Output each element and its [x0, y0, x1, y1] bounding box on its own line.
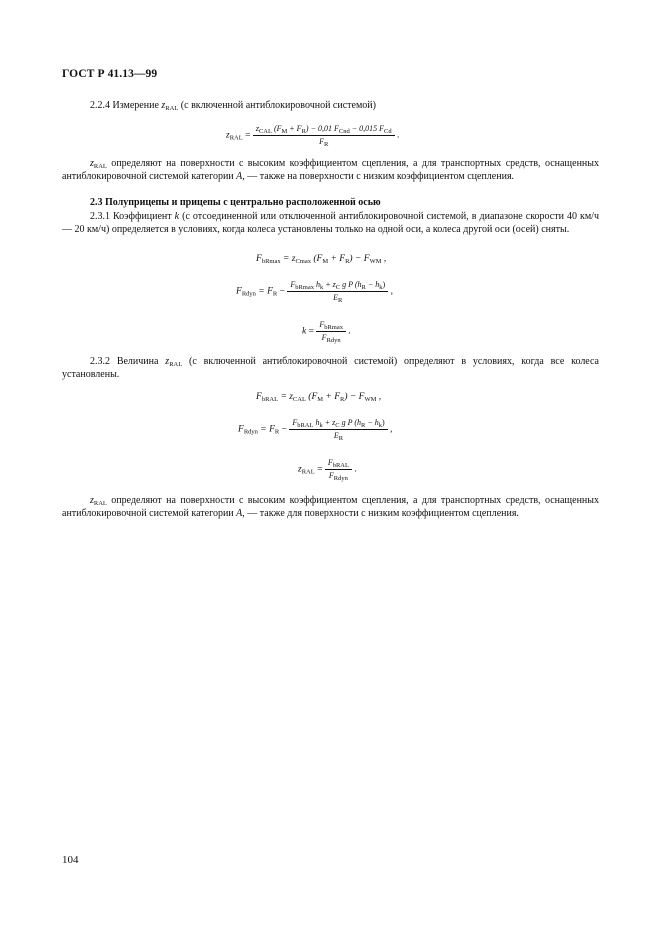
equation-z-ral-measurement: $z_{RAL}$ = $\frac{z_{CAL} (F_M + F_R) - 0,01 F_{Cnd} - 0,015 F_{Cd}}{F_R}$ .: [226, 124, 400, 148]
equation-z-ral-ratio: $z_{RAL}$ = $\frac{F_{bRAL}}{F_{Rdyn}}$ .: [298, 458, 357, 482]
equation-k: k = $\frac{F_{bRmax}}{F_{Rdyn}}$ .: [302, 320, 351, 344]
section-2-3-2: 2.3.2 Величина $z_{RAL}$ (с включенной антиблокировочной системой) определяют в условиях, когда все колеса установлены.: [62, 356, 599, 381]
page-number: 104: [62, 854, 79, 866]
equation-fb-rmax: $F_{bRmax} = z_{Cmax}$ $(F_M + F_R) - F_{WM}$ ,: [256, 254, 387, 265]
document-header: ГОСТ Р 41.13—99: [62, 68, 158, 80]
equation-fb-ral: $F_{bRAL} = z_{CAL}$ $(F_M + F_R) - F_{WM}$ ,: [256, 392, 382, 403]
section-2-3-1: 2.3.1 Коэффициент k (с отсоединенной или отключенной антиблокировочной системой, в диапазоне скорости 40 км/ч — 20 км/ч) определяется в условиях, когда колеса установлены только на одной оси, а колеса другой оси (осей) сняты.: [62, 211, 599, 236]
paragraph-z-ral-surface-2: $z_{RAL}$ определяют на поверхности с высоким коэффициентом сцепления, а для транспортных средств, оснащенных антиблокировочной системой категории A, — также для поверхности с низким коэффициентом сцепления.: [62, 495, 599, 520]
paragraph-z-ral-surface: $z_{RAL}$ определяют на поверхности с высоким коэффициентом сцепления, а для транспортных средств, оснащенных антиблокировочной системой категории A, — также на поверхности с низким коэффициентом сцепления.: [62, 158, 599, 183]
equation-f-rdyn-1: $F_{Rdyn} = F_R$ − $\frac{F_{bRmax} h_k + z_C g P (h_R - h_k)}{E_R}$ ,: [236, 280, 393, 304]
equation-f-rdyn-2: $F_{Rdyn} = F_R$ − $\frac{F_{bRAL} h_k + z_C g P (h_R - h_k)}{E_R}$ ,: [238, 418, 393, 442]
section-2-3-heading: 2.3 Полуприцепы и прицепы с центрально расположенной осью: [90, 197, 381, 208]
section-2-2-4: 2.2.4 Измерение $z_{RAL}$ (с включенной антиблокировочной системой): [90, 100, 376, 112]
